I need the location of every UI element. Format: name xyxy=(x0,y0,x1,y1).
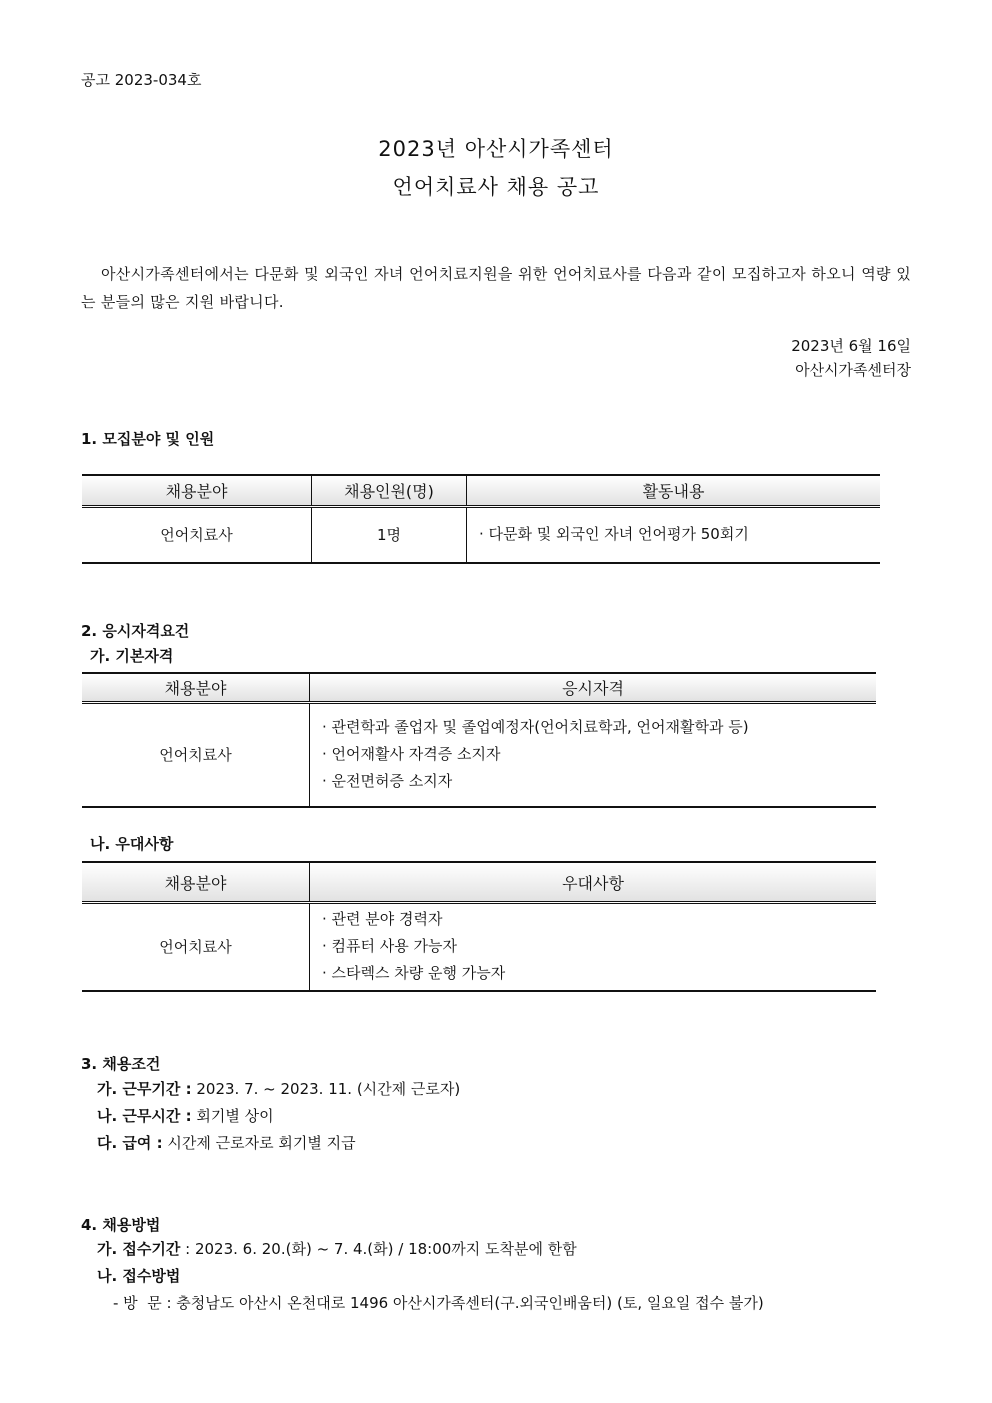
issue-block xyxy=(791,334,911,382)
list-item: · 언어재활사 자격증 소지자 xyxy=(322,745,501,764)
condition-value: 회기별 상이 xyxy=(191,1107,274,1125)
list-item: · 컴퓨터 사용 가능자 xyxy=(322,937,457,956)
list-item: · 스타렉스 차량 운행 가능자 xyxy=(322,964,506,983)
col-header-activity: 활동내용 xyxy=(467,475,881,507)
page-title-line1: 2023년 아산시가족센터 xyxy=(378,137,614,161)
list-item xyxy=(97,1076,460,1103)
table-row xyxy=(82,703,876,807)
basic-qual-heading: 가. 기본자격 xyxy=(90,647,174,665)
recruit-table xyxy=(82,474,880,564)
col-header-count: 채용인원(명) xyxy=(312,475,467,507)
qualification-list xyxy=(310,703,877,807)
list-item xyxy=(97,1236,764,1263)
method-label: 나. 접수방법 xyxy=(97,1267,181,1285)
period-value: : 2023. 6. 20.(화) ~ 7. 4.(화) / 18:00까지 도착분에 한함 xyxy=(180,1240,577,1258)
cell-activity: · 다문화 및 외국인 자녀 언어평가 50회기 xyxy=(467,507,881,563)
list-item xyxy=(97,1130,460,1157)
period-label: 가. 접수기간 xyxy=(97,1240,181,1258)
condition-label: 나. 근무시간 : xyxy=(97,1107,192,1125)
col-header-field: 채용분야 xyxy=(82,475,312,507)
intro-paragraph: 아산시가족센터에서는 다문화 및 외국인 자녀 언어치료지원을 위한 언어치료사를 다음과 같이 모집하고자 하오니 역량 있는 분들의 많은 지원 바랍니다. xyxy=(81,265,911,311)
section1-heading: 1. 모집분야 및 인원 xyxy=(81,430,215,448)
issuer: 아산시가족센터장 xyxy=(795,361,911,379)
section4-heading: 4. 채용방법 xyxy=(81,1216,161,1234)
col-header-field: 채용분야 xyxy=(82,862,310,903)
notice-number: 공고 2023-034호 xyxy=(81,71,202,89)
condition-label: 가. 근무기간 : xyxy=(97,1080,192,1098)
preferred-table xyxy=(82,861,876,992)
cell-field: 언어치료사 xyxy=(82,703,310,807)
cell-count: 1명 xyxy=(312,507,467,563)
conditions-list xyxy=(97,1076,460,1157)
list-item xyxy=(97,1263,764,1290)
col-header-preferred: 우대사항 xyxy=(310,862,877,903)
section3-heading: 3. 채용조건 xyxy=(81,1055,161,1073)
cell-field: 언어치료사 xyxy=(82,507,312,563)
col-header-field: 채용분야 xyxy=(82,673,310,703)
cell-field: 언어치료사 xyxy=(82,903,310,991)
table-row xyxy=(82,507,880,563)
table-row xyxy=(82,903,876,991)
col-header-qualification: 응시자격 xyxy=(310,673,877,703)
condition-label: 다. 급여 : xyxy=(97,1134,163,1152)
condition-value: 시간제 근로자로 회기별 지급 xyxy=(162,1134,356,1152)
preferred-list xyxy=(310,903,877,991)
visit-method: - 방 문 : 충청남도 아산시 온천대로 1496 아산시가족센터(구.외국인배움터) (토, 일요일 접수 불가) xyxy=(113,1294,764,1312)
section2-heading: 2. 응시자격요건 xyxy=(81,622,190,640)
basic-qual-table xyxy=(82,672,876,808)
issue-date: 2023년 6월 16일 xyxy=(791,337,911,355)
page-title-line2: 언어치료사 채용 공고 xyxy=(392,175,600,199)
list-item: · 관련학과 졸업자 및 졸업예정자(언어치료학과, 언어재활학과 등) xyxy=(322,718,749,737)
list-item: · 관련 분야 경력자 xyxy=(322,910,443,929)
list-item xyxy=(97,1103,460,1130)
preferred-heading: 나. 우대사항 xyxy=(90,835,174,853)
condition-value: 2023. 7. ~ 2023. 11. (시간제 근로자) xyxy=(191,1080,461,1098)
method-list xyxy=(97,1236,764,1317)
list-item: · 운전면허증 소지자 xyxy=(322,772,453,791)
